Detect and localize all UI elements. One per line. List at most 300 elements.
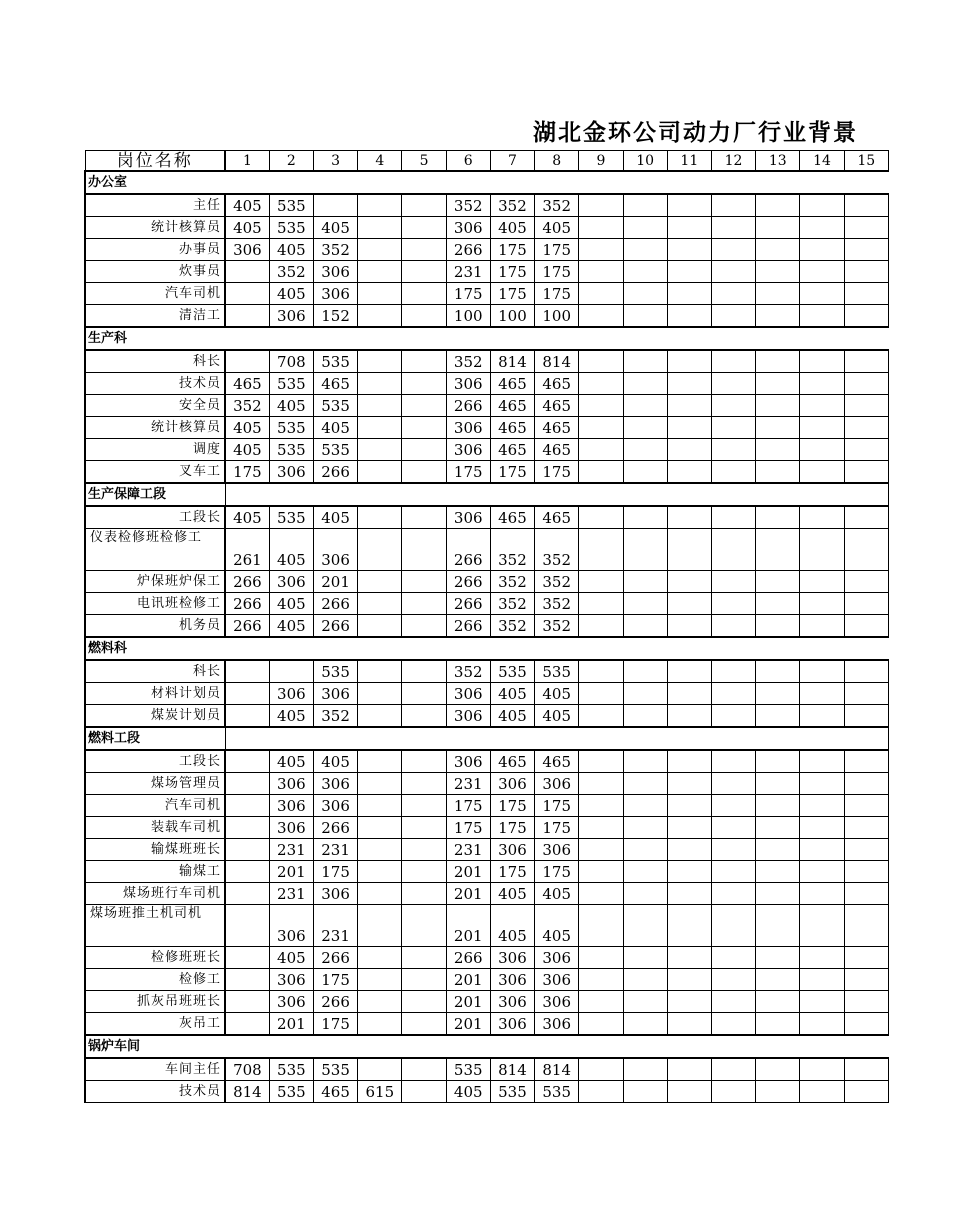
value-cell[interactable] xyxy=(667,905,711,947)
value-cell[interactable] xyxy=(225,947,269,969)
value-cell[interactable] xyxy=(711,750,755,773)
value-cell[interactable] xyxy=(756,529,800,571)
value-cell[interactable]: 201 xyxy=(446,991,490,1013)
value-cell[interactable] xyxy=(402,239,446,261)
value-cell[interactable]: 535 xyxy=(446,1058,490,1081)
value-cell[interactable] xyxy=(800,239,844,261)
column-header-9[interactable]: 9 xyxy=(579,151,623,172)
value-cell[interactable]: 231 xyxy=(446,261,490,283)
value-cell[interactable]: 352 xyxy=(535,194,579,217)
value-cell[interactable] xyxy=(756,239,800,261)
value-cell[interactable]: 535 xyxy=(313,395,357,417)
value-cell[interactable] xyxy=(358,773,402,795)
value-cell[interactable] xyxy=(313,194,357,217)
value-cell[interactable]: 201 xyxy=(446,1013,490,1036)
value-cell[interactable] xyxy=(623,969,667,991)
value-cell[interactable] xyxy=(844,683,888,705)
value-cell[interactable]: 201 xyxy=(313,571,357,593)
value-cell[interactable] xyxy=(756,571,800,593)
value-cell[interactable] xyxy=(623,261,667,283)
value-cell[interactable] xyxy=(711,529,755,571)
value-cell[interactable]: 201 xyxy=(446,861,490,883)
value-cell[interactable]: 175 xyxy=(535,239,579,261)
value-cell[interactable]: 266 xyxy=(446,593,490,615)
value-cell[interactable] xyxy=(623,439,667,461)
value-cell[interactable] xyxy=(623,571,667,593)
value-cell[interactable]: 306 xyxy=(269,905,313,947)
section-spacer[interactable] xyxy=(225,727,888,750)
position-name-cell[interactable]: 技术员 xyxy=(85,373,225,395)
value-cell[interactable]: 306 xyxy=(225,239,269,261)
value-cell[interactable]: 352 xyxy=(490,615,534,638)
value-cell[interactable]: 352 xyxy=(225,395,269,417)
value-cell[interactable]: 306 xyxy=(535,1013,579,1036)
value-cell[interactable]: 306 xyxy=(490,773,534,795)
value-cell[interactable] xyxy=(756,217,800,239)
value-cell[interactable]: 352 xyxy=(490,571,534,593)
value-cell[interactable] xyxy=(623,395,667,417)
value-cell[interactable]: 306 xyxy=(269,683,313,705)
value-cell[interactable] xyxy=(756,969,800,991)
value-cell[interactable] xyxy=(623,991,667,1013)
value-cell[interactable] xyxy=(402,461,446,484)
value-cell[interactable] xyxy=(667,795,711,817)
value-cell[interactable]: 465 xyxy=(490,439,534,461)
value-cell[interactable]: 266 xyxy=(446,571,490,593)
value-cell[interactable] xyxy=(402,660,446,683)
value-cell[interactable] xyxy=(667,239,711,261)
position-name-cell[interactable]: 叉车工 xyxy=(85,461,225,484)
value-cell[interactable] xyxy=(800,947,844,969)
value-cell[interactable] xyxy=(623,1013,667,1036)
value-cell[interactable]: 306 xyxy=(446,705,490,728)
position-name-cell[interactable]: 统计核算员 xyxy=(85,217,225,239)
value-cell[interactable] xyxy=(667,461,711,484)
value-cell[interactable]: 306 xyxy=(446,373,490,395)
value-cell[interactable]: 306 xyxy=(446,417,490,439)
value-cell[interactable]: 352 xyxy=(535,529,579,571)
value-cell[interactable]: 535 xyxy=(535,1081,579,1103)
value-cell[interactable]: 306 xyxy=(313,773,357,795)
value-cell[interactable] xyxy=(844,839,888,861)
value-cell[interactable] xyxy=(756,991,800,1013)
value-cell[interactable]: 306 xyxy=(490,947,534,969)
position-name-cell[interactable]: 安全员 xyxy=(85,395,225,417)
value-cell[interactable] xyxy=(800,395,844,417)
value-cell[interactable] xyxy=(711,947,755,969)
value-cell[interactable]: 352 xyxy=(313,705,357,728)
value-cell[interactable] xyxy=(358,1013,402,1036)
value-cell[interactable] xyxy=(756,817,800,839)
value-cell[interactable]: 465 xyxy=(535,417,579,439)
value-cell[interactable] xyxy=(623,773,667,795)
value-cell[interactable]: 535 xyxy=(269,373,313,395)
position-name-cell[interactable]: 抓灰吊班班长 xyxy=(85,991,225,1013)
value-cell[interactable] xyxy=(667,1058,711,1081)
value-cell[interactable] xyxy=(402,705,446,728)
value-cell[interactable] xyxy=(579,1058,623,1081)
value-cell[interactable] xyxy=(711,773,755,795)
value-cell[interactable]: 814 xyxy=(490,350,534,373)
value-cell[interactable]: 266 xyxy=(313,947,357,969)
value-cell[interactable] xyxy=(711,239,755,261)
value-cell[interactable] xyxy=(711,506,755,529)
value-cell[interactable] xyxy=(358,750,402,773)
value-cell[interactable]: 266 xyxy=(446,615,490,638)
position-name-cell[interactable]: 统计核算员 xyxy=(85,417,225,439)
value-cell[interactable]: 465 xyxy=(313,373,357,395)
value-cell[interactable] xyxy=(844,529,888,571)
value-cell[interactable] xyxy=(844,660,888,683)
position-name-cell[interactable]: 材料计划员 xyxy=(85,683,225,705)
position-name-cell[interactable]: 灰吊工 xyxy=(85,1013,225,1036)
value-cell[interactable] xyxy=(711,969,755,991)
value-cell[interactable]: 814 xyxy=(490,1058,534,1081)
value-cell[interactable]: 306 xyxy=(269,795,313,817)
value-cell[interactable] xyxy=(225,1013,269,1036)
value-cell[interactable] xyxy=(579,883,623,905)
value-cell[interactable]: 535 xyxy=(269,217,313,239)
value-cell[interactable] xyxy=(358,947,402,969)
position-name-cell[interactable]: 炉保班炉保工 xyxy=(85,571,225,593)
value-cell[interactable] xyxy=(711,1081,755,1103)
value-cell[interactable]: 306 xyxy=(313,529,357,571)
value-cell[interactable] xyxy=(579,947,623,969)
value-cell[interactable] xyxy=(667,305,711,328)
value-cell[interactable] xyxy=(358,461,402,484)
value-cell[interactable] xyxy=(711,1058,755,1081)
value-cell[interactable] xyxy=(667,861,711,883)
value-cell[interactable]: 152 xyxy=(313,305,357,328)
value-cell[interactable] xyxy=(756,947,800,969)
value-cell[interactable] xyxy=(711,373,755,395)
value-cell[interactable]: 306 xyxy=(269,991,313,1013)
value-cell[interactable] xyxy=(579,773,623,795)
value-cell[interactable] xyxy=(711,883,755,905)
value-cell[interactable]: 405 xyxy=(313,750,357,773)
value-cell[interactable]: 405 xyxy=(225,506,269,529)
value-cell[interactable] xyxy=(402,571,446,593)
value-cell[interactable]: 405 xyxy=(269,395,313,417)
value-cell[interactable] xyxy=(579,750,623,773)
section-label[interactable]: 燃料科 xyxy=(85,637,889,660)
value-cell[interactable]: 405 xyxy=(225,217,269,239)
value-cell[interactable] xyxy=(225,660,269,683)
value-cell[interactable] xyxy=(402,991,446,1013)
value-cell[interactable] xyxy=(623,217,667,239)
value-cell[interactable] xyxy=(623,839,667,861)
value-cell[interactable] xyxy=(579,1013,623,1036)
value-cell[interactable] xyxy=(667,194,711,217)
value-cell[interactable]: 231 xyxy=(313,839,357,861)
value-cell[interactable]: 405 xyxy=(225,417,269,439)
value-cell[interactable] xyxy=(800,373,844,395)
value-cell[interactable]: 535 xyxy=(313,1058,357,1081)
value-cell[interactable] xyxy=(623,529,667,571)
value-cell[interactable] xyxy=(579,817,623,839)
value-cell[interactable] xyxy=(756,795,800,817)
value-cell[interactable] xyxy=(579,239,623,261)
value-cell[interactable]: 708 xyxy=(225,1058,269,1081)
value-cell[interactable]: 405 xyxy=(269,239,313,261)
value-cell[interactable]: 175 xyxy=(490,261,534,283)
value-cell[interactable] xyxy=(756,305,800,328)
value-cell[interactable] xyxy=(844,750,888,773)
value-cell[interactable] xyxy=(623,660,667,683)
value-cell[interactable] xyxy=(358,593,402,615)
value-cell[interactable] xyxy=(844,571,888,593)
value-cell[interactable] xyxy=(225,969,269,991)
value-cell[interactable]: 465 xyxy=(225,373,269,395)
value-cell[interactable]: 175 xyxy=(446,283,490,305)
value-cell[interactable] xyxy=(711,991,755,1013)
value-cell[interactable] xyxy=(800,773,844,795)
value-cell[interactable]: 306 xyxy=(446,439,490,461)
value-cell[interactable]: 175 xyxy=(490,861,534,883)
value-cell[interactable] xyxy=(623,350,667,373)
value-cell[interactable]: 306 xyxy=(490,839,534,861)
value-cell[interactable] xyxy=(358,905,402,947)
value-cell[interactable] xyxy=(579,683,623,705)
value-cell[interactable] xyxy=(579,461,623,484)
value-cell[interactable] xyxy=(756,683,800,705)
value-cell[interactable]: 405 xyxy=(490,883,534,905)
value-cell[interactable] xyxy=(800,817,844,839)
value-cell[interactable] xyxy=(756,773,800,795)
value-cell[interactable] xyxy=(579,261,623,283)
value-cell[interactable] xyxy=(623,947,667,969)
value-cell[interactable]: 708 xyxy=(269,350,313,373)
value-cell[interactable] xyxy=(402,817,446,839)
value-cell[interactable]: 306 xyxy=(535,991,579,1013)
value-cell[interactable] xyxy=(358,373,402,395)
value-cell[interactable]: 535 xyxy=(313,350,357,373)
value-cell[interactable] xyxy=(402,373,446,395)
column-header-12[interactable]: 12 xyxy=(711,151,755,172)
value-cell[interactable]: 306 xyxy=(535,947,579,969)
value-cell[interactable] xyxy=(623,373,667,395)
value-cell[interactable] xyxy=(844,615,888,638)
value-cell[interactable]: 405 xyxy=(313,217,357,239)
value-cell[interactable] xyxy=(667,373,711,395)
value-cell[interactable] xyxy=(800,283,844,305)
value-cell[interactable] xyxy=(402,1013,446,1036)
section-spacer[interactable] xyxy=(225,483,888,506)
value-cell[interactable] xyxy=(800,615,844,638)
value-cell[interactable]: 306 xyxy=(490,1013,534,1036)
value-cell[interactable]: 405 xyxy=(269,750,313,773)
value-cell[interactable] xyxy=(756,461,800,484)
value-cell[interactable] xyxy=(358,395,402,417)
value-cell[interactable] xyxy=(756,1081,800,1103)
value-cell[interactable] xyxy=(667,773,711,795)
value-cell[interactable] xyxy=(225,861,269,883)
value-cell[interactable] xyxy=(844,1058,888,1081)
value-cell[interactable] xyxy=(225,883,269,905)
position-name-cell[interactable]: 技术员 xyxy=(85,1081,225,1103)
position-name-cell[interactable]: 煤场管理员 xyxy=(85,773,225,795)
value-cell[interactable]: 535 xyxy=(269,1058,313,1081)
value-cell[interactable] xyxy=(579,217,623,239)
value-cell[interactable] xyxy=(225,705,269,728)
value-cell[interactable] xyxy=(623,795,667,817)
value-cell[interactable]: 306 xyxy=(313,283,357,305)
column-header-13[interactable]: 13 xyxy=(756,151,800,172)
value-cell[interactable]: 352 xyxy=(490,194,534,217)
value-cell[interactable] xyxy=(711,1013,755,1036)
value-cell[interactable]: 405 xyxy=(269,705,313,728)
value-cell[interactable]: 175 xyxy=(535,461,579,484)
value-cell[interactable] xyxy=(358,417,402,439)
position-name-cell[interactable]: 检修工 xyxy=(85,969,225,991)
value-cell[interactable]: 175 xyxy=(446,461,490,484)
value-cell[interactable]: 175 xyxy=(535,861,579,883)
value-cell[interactable] xyxy=(711,194,755,217)
position-name-cell[interactable]: 煤场班行车司机 xyxy=(85,883,225,905)
value-cell[interactable]: 100 xyxy=(535,305,579,328)
value-cell[interactable] xyxy=(667,750,711,773)
value-cell[interactable] xyxy=(756,439,800,461)
value-cell[interactable] xyxy=(623,817,667,839)
value-cell[interactable]: 814 xyxy=(535,350,579,373)
value-cell[interactable] xyxy=(402,947,446,969)
position-name-cell[interactable]: 工段长 xyxy=(85,506,225,529)
value-cell[interactable]: 266 xyxy=(313,593,357,615)
value-cell[interactable] xyxy=(756,839,800,861)
value-cell[interactable] xyxy=(402,683,446,705)
value-cell[interactable] xyxy=(358,439,402,461)
value-cell[interactable] xyxy=(269,660,313,683)
value-cell[interactable]: 175 xyxy=(313,1013,357,1036)
value-cell[interactable] xyxy=(225,261,269,283)
value-cell[interactable]: 175 xyxy=(446,817,490,839)
value-cell[interactable] xyxy=(844,883,888,905)
value-cell[interactable] xyxy=(844,947,888,969)
column-header-4[interactable]: 4 xyxy=(358,151,402,172)
position-name-cell[interactable]: 仪表检修班检修工 xyxy=(85,529,225,571)
value-cell[interactable]: 231 xyxy=(269,883,313,905)
value-cell[interactable] xyxy=(800,417,844,439)
section-label[interactable]: 办公室 xyxy=(85,171,889,194)
value-cell[interactable]: 405 xyxy=(535,217,579,239)
value-cell[interactable]: 175 xyxy=(535,283,579,305)
value-cell[interactable] xyxy=(667,683,711,705)
value-cell[interactable]: 306 xyxy=(535,773,579,795)
value-cell[interactable] xyxy=(402,883,446,905)
value-cell[interactable] xyxy=(667,350,711,373)
value-cell[interactable] xyxy=(756,373,800,395)
value-cell[interactable] xyxy=(844,593,888,615)
section-label[interactable]: 生产科 xyxy=(85,327,889,350)
position-name-cell[interactable]: 汽车司机 xyxy=(85,795,225,817)
value-cell[interactable]: 266 xyxy=(313,461,357,484)
value-cell[interactable] xyxy=(623,239,667,261)
position-name-cell[interactable]: 科长 xyxy=(85,350,225,373)
position-name-cell[interactable]: 煤场班推土机司机 xyxy=(85,905,225,947)
value-cell[interactable] xyxy=(579,395,623,417)
value-cell[interactable]: 535 xyxy=(490,1081,534,1103)
position-name-cell[interactable]: 输煤工 xyxy=(85,861,225,883)
value-cell[interactable] xyxy=(358,839,402,861)
value-cell[interactable] xyxy=(579,417,623,439)
value-cell[interactable]: 266 xyxy=(313,615,357,638)
value-cell[interactable] xyxy=(844,261,888,283)
value-cell[interactable]: 535 xyxy=(269,439,313,461)
value-cell[interactable]: 535 xyxy=(490,660,534,683)
value-cell[interactable] xyxy=(402,839,446,861)
value-cell[interactable]: 405 xyxy=(535,883,579,905)
value-cell[interactable]: 306 xyxy=(269,305,313,328)
value-cell[interactable] xyxy=(756,905,800,947)
value-cell[interactable] xyxy=(667,439,711,461)
value-cell[interactable] xyxy=(667,506,711,529)
value-cell[interactable]: 201 xyxy=(269,861,313,883)
value-cell[interactable]: 535 xyxy=(313,660,357,683)
column-header-5[interactable]: 5 xyxy=(402,151,446,172)
value-cell[interactable] xyxy=(623,683,667,705)
value-cell[interactable]: 405 xyxy=(269,615,313,638)
value-cell[interactable] xyxy=(579,905,623,947)
value-cell[interactable] xyxy=(711,817,755,839)
value-cell[interactable] xyxy=(667,839,711,861)
value-cell[interactable]: 175 xyxy=(490,817,534,839)
value-cell[interactable] xyxy=(800,750,844,773)
value-cell[interactable] xyxy=(667,660,711,683)
value-cell[interactable] xyxy=(579,283,623,305)
value-cell[interactable] xyxy=(358,283,402,305)
value-cell[interactable] xyxy=(800,905,844,947)
value-cell[interactable] xyxy=(623,905,667,947)
value-cell[interactable] xyxy=(358,1058,402,1081)
value-cell[interactable] xyxy=(844,817,888,839)
value-cell[interactable] xyxy=(358,817,402,839)
value-cell[interactable] xyxy=(756,705,800,728)
value-cell[interactable] xyxy=(844,439,888,461)
value-cell[interactable] xyxy=(756,750,800,773)
value-cell[interactable] xyxy=(800,305,844,328)
position-name-cell[interactable]: 汽车司机 xyxy=(85,283,225,305)
value-cell[interactable]: 306 xyxy=(313,883,357,905)
value-cell[interactable]: 465 xyxy=(490,750,534,773)
value-cell[interactable] xyxy=(623,283,667,305)
value-cell[interactable] xyxy=(800,969,844,991)
value-cell[interactable]: 306 xyxy=(490,969,534,991)
value-cell[interactable] xyxy=(579,969,623,991)
value-cell[interactable] xyxy=(667,261,711,283)
position-name-cell[interactable]: 煤炭计划员 xyxy=(85,705,225,728)
value-cell[interactable] xyxy=(800,883,844,905)
value-cell[interactable] xyxy=(402,417,446,439)
value-cell[interactable] xyxy=(623,506,667,529)
position-name-cell[interactable]: 主任 xyxy=(85,194,225,217)
value-cell[interactable] xyxy=(225,795,269,817)
value-cell[interactable] xyxy=(756,883,800,905)
value-cell[interactable] xyxy=(844,217,888,239)
position-name-cell[interactable]: 炊事员 xyxy=(85,261,225,283)
value-cell[interactable] xyxy=(225,773,269,795)
value-cell[interactable] xyxy=(225,305,269,328)
value-cell[interactable]: 405 xyxy=(446,1081,490,1103)
value-cell[interactable] xyxy=(756,283,800,305)
position-name-cell[interactable]: 电讯班检修工 xyxy=(85,593,225,615)
value-cell[interactable] xyxy=(358,991,402,1013)
value-cell[interactable]: 266 xyxy=(225,615,269,638)
value-cell[interactable] xyxy=(579,861,623,883)
value-cell[interactable] xyxy=(579,991,623,1013)
position-name-cell[interactable]: 检修班班长 xyxy=(85,947,225,969)
position-name-cell[interactable]: 调度 xyxy=(85,439,225,461)
value-cell[interactable]: 535 xyxy=(269,1081,313,1103)
